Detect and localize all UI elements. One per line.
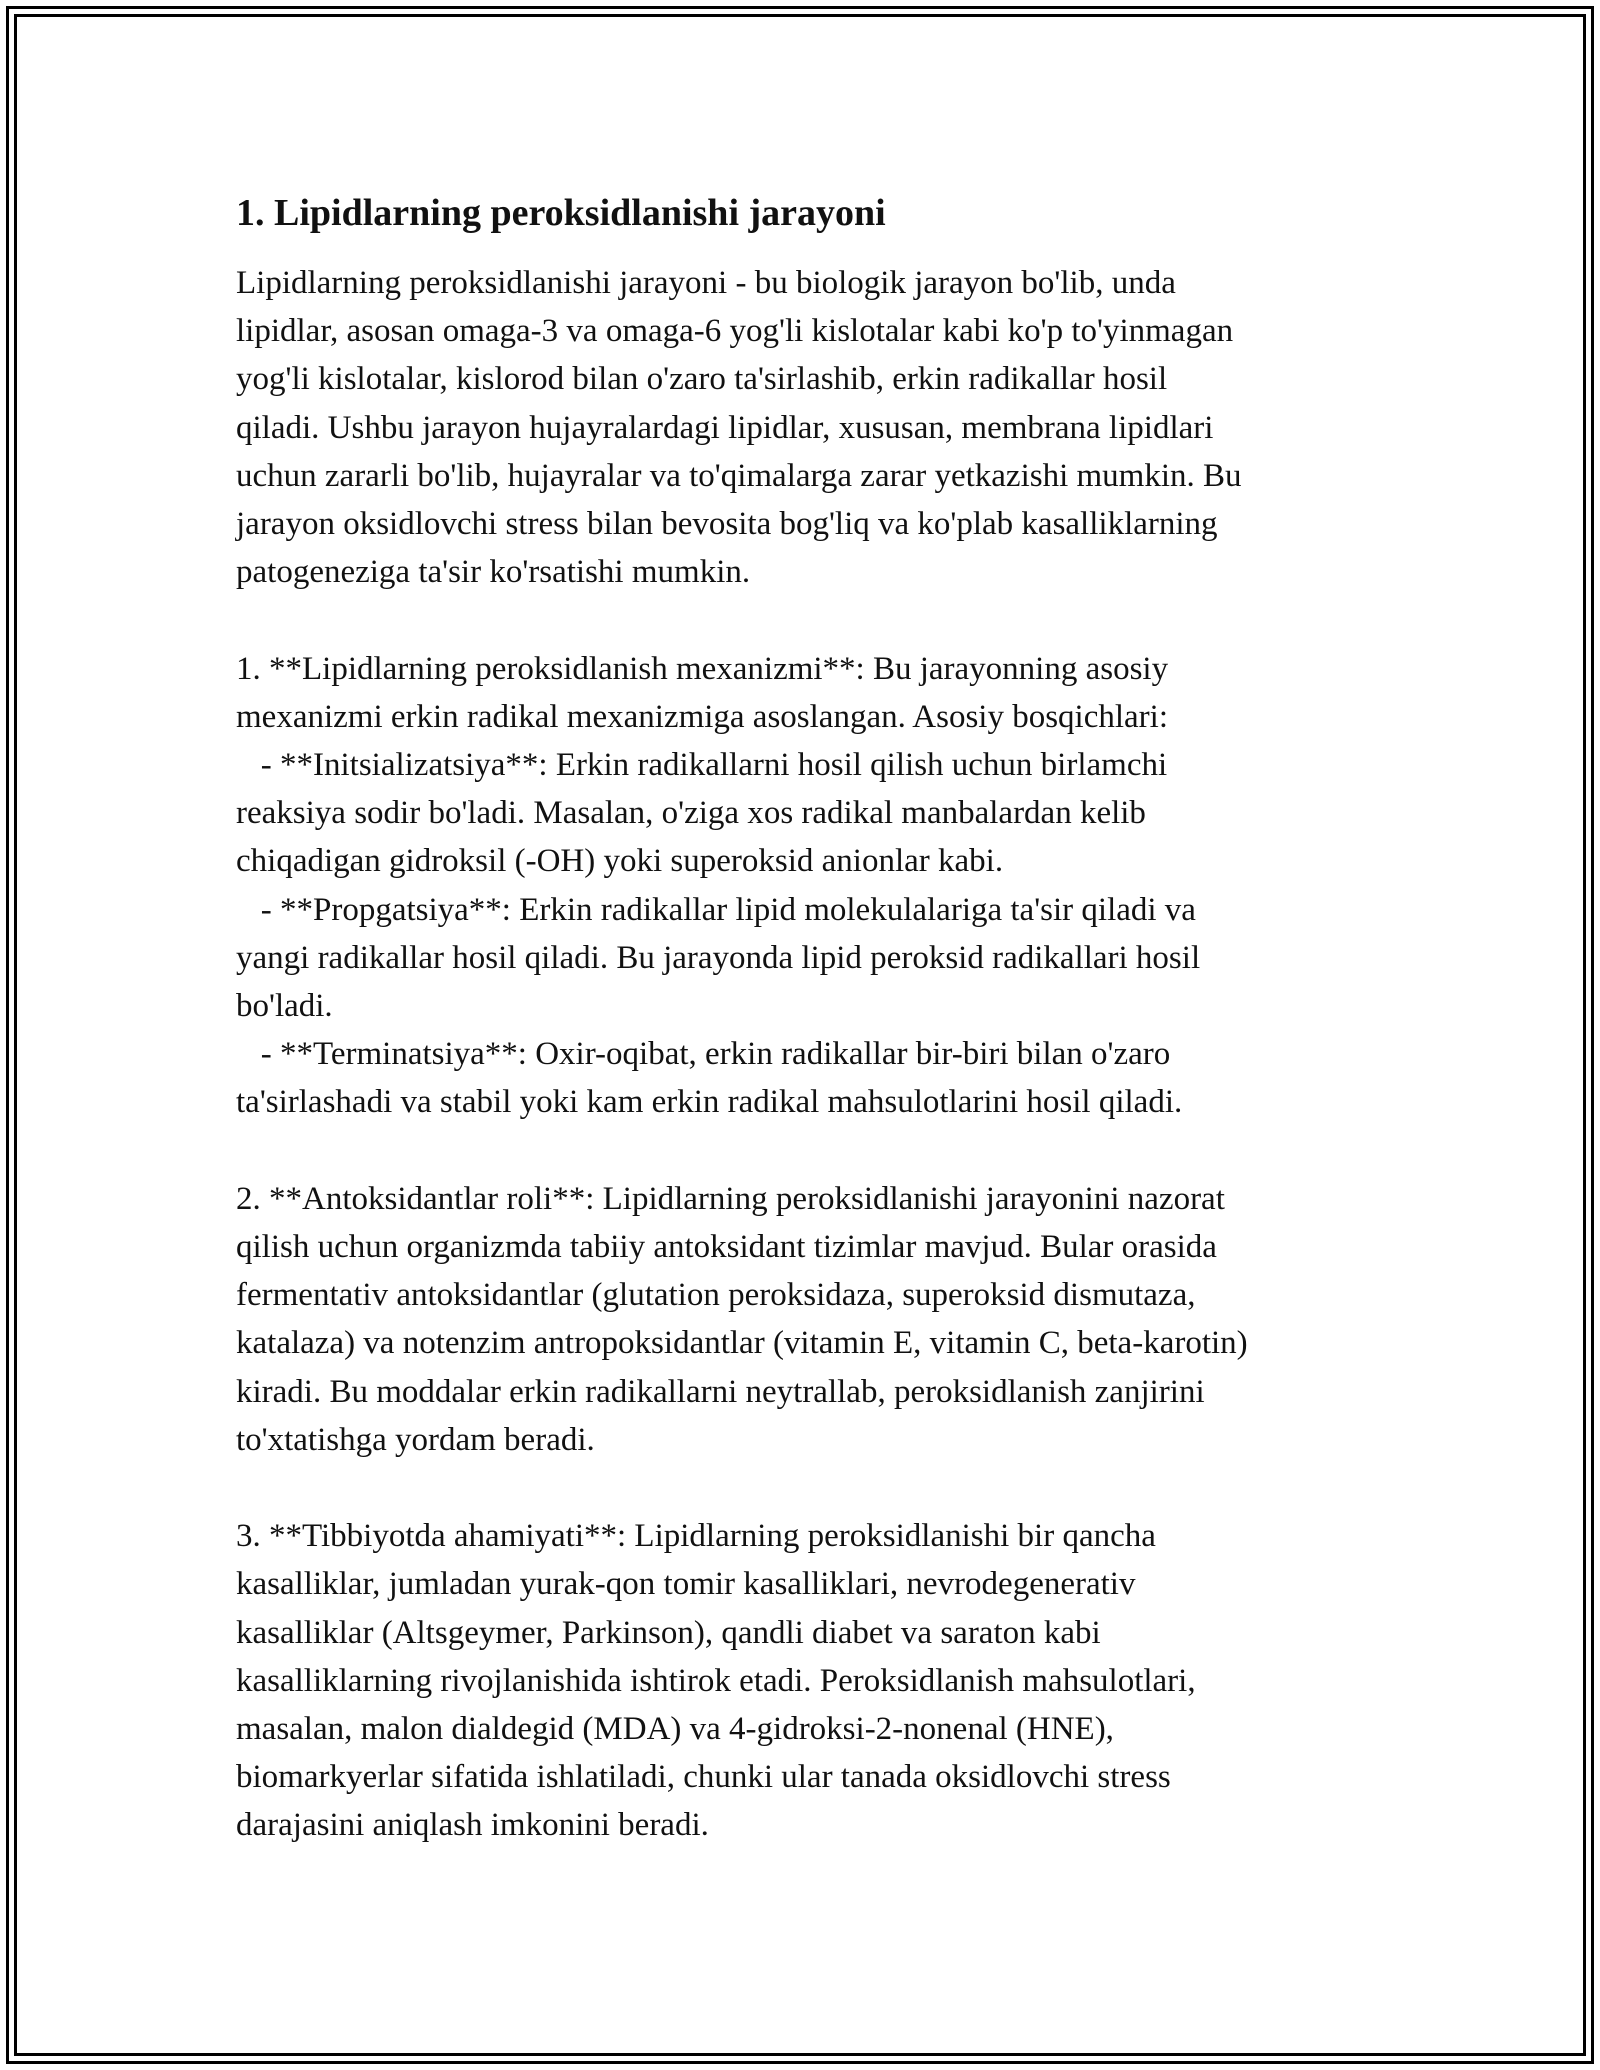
section-antioxidants: 2. **Antoksidantlar roli**: Lipidlarning peroksidlanishi jarayonini nazorat qilish uchun organizmda tabiiy antoksidant tizimlar mavjud. Bular orasida fermentativ antoksidantlar (glutation peroksidaza, superoksid dismutaza, katalaza) va notenzim antropoksidantlar (vitamin E, vitamin C, beta-karotin) kiradi. Bu moddalar erkin radikallarni neytrallab, peroksidlanish zanjirini to'xtatishga yordam beradi. [236, 1180, 1248, 1458]
intro-paragraph: Lipidlarning peroksidlanishi jarayoni - bu biologik jarayon bo'lib, unda lipidlar, asosan omaga-3 va omaga-6 yog'li kislotalar kabi ko'p to'yinmagan yog'li kislotalar, kislorod bilan o'zaro ta'sirlashib, erkin radikallar hosil qiladi. Ushbu jarayon hujayralardagi lipidlar, xususan, membrana lipidlari uchun zararli bo'lib, hujayralar va to'qimalarga zarar yetkazishi mumkin. Bu jarayon oksidlovchi stress bilan bevosita bog'liq va ko'plab kasalliklarning patogeneziga ta'sir ko'rsatishi mumkin. [236, 265, 1242, 591]
paragraph-spacer [236, 596, 1386, 644]
paragraph-spacer [236, 1464, 1386, 1512]
document-body [236, 185, 1386, 1850]
section-mechanism: 1. **Lipidlarning peroksidlanish mexanizmi**: Bu jarayonning asosiy mexanizmi erkin radikal mexanizmiga asoslangan. Asosiy bosqichlari: - **Initsializatsiya**: Erkin radikallarni hosil qilish uchun birlamchi reaksiya sodir bo'ladi. Masalan, o'ziga xos radikal manbalardan kelib chiqadigan gidroksil (-OH) yoki superoksid anionlar kabi. - **Propgatsiya**: Erkin radikallar lipid molekulalariga ta'sir qiladi va yangi radikallar hosil qiladi. Bu jarayonda lipid peroksid radikallari hosil bo'ladi. - **Terminatsiya**: Oxir-oqibat, erkin radikallar bir-biri bilan o'zaro ta'sirlashadi va stabil yoki kam erkin radikal mahsulotlarini hosil qiladi. [236, 650, 1201, 1121]
document-title: 1. Lipidlarning peroksidlanishi jarayoni [236, 192, 886, 234]
paragraph-spacer [236, 1127, 1386, 1175]
section-medicine: 3. **Tibbiyotda ahamiyati**: Lipidlarning peroksidlanishi bir qancha kasalliklar, jumladan yurak-qon tomir kasalliklari, nevrodegenerativ kasalliklar (Altsgeymer, Parkinson), qandli diabet va saraton kabi kasalliklarning rivojlanishida ishtirok etadi. Peroksidlanish mahsulotlari, masalan, malon dialdegid (MDA) va 4-gidroksi-2-nonenal (HNE), biomarkyerlar sifatida ishlatiladi, chunki ular tanada oksidlovchi stress darajasini aniqlash imkonini beradi. [236, 1518, 1196, 1844]
